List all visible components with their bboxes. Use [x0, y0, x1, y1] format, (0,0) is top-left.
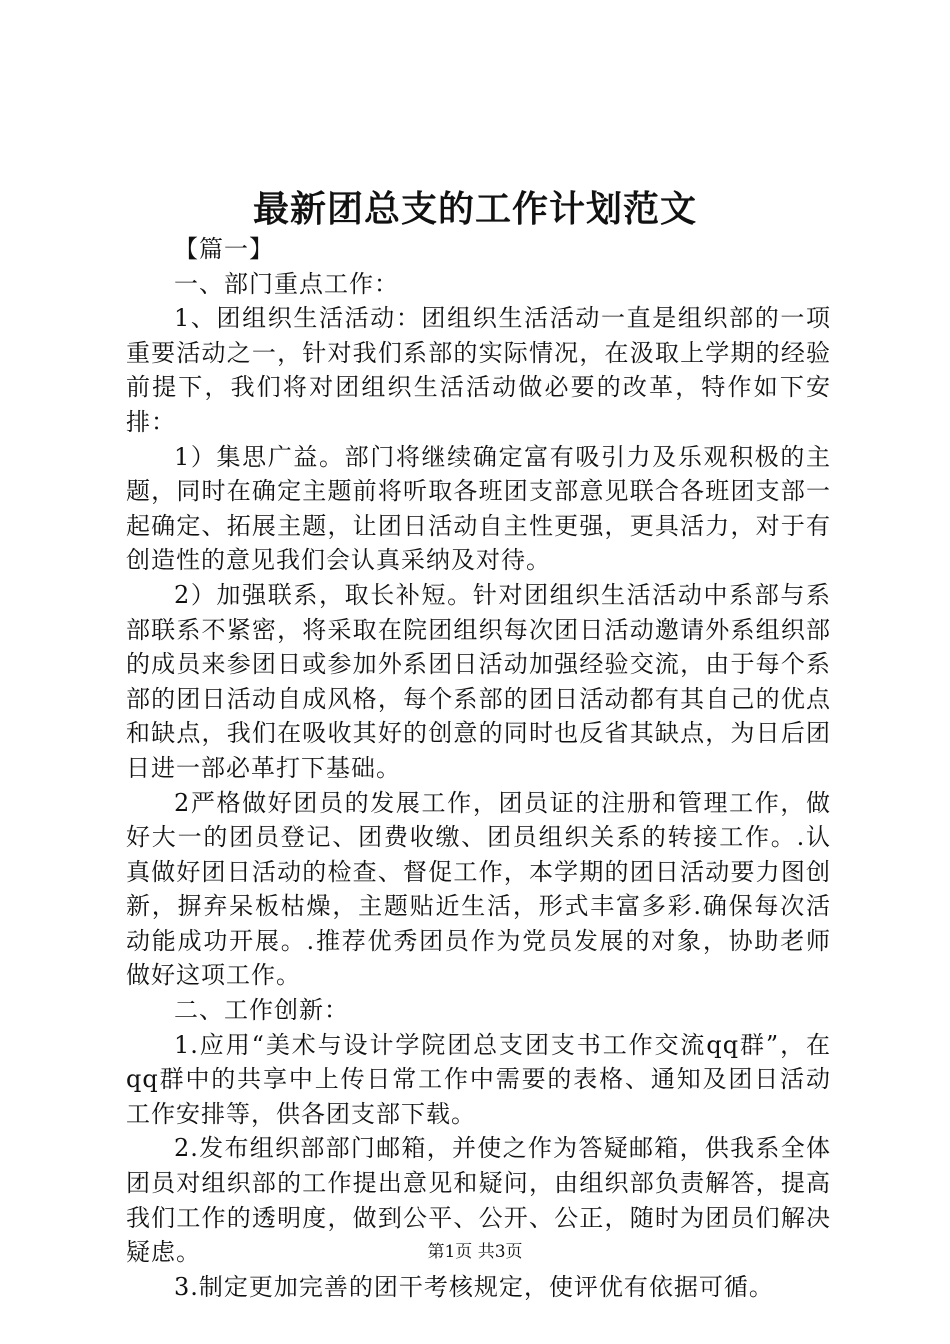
section-heading-part-one: 【篇一】	[174, 235, 274, 263]
paragraph-qq-group: 1.应用“美术与设计学院团总支团支书工作交流qq群”，在qq群中的共享中上传日常工作中需要的表格、通知及团日活动工作安排等，供各团支部下载。	[126, 1030, 831, 1128]
paragraph-member-development: 2严格做好团员的发展工作，团员证的注册和管理工作，做好大一的团员登记、团费收缴、团员组织关系的转接工作。.认真做好团日活动的检查、督促工作，本学期的团日活动要力图创新，摒弃呆板枯燥，主题贴近生活，形式丰富多彩.确保每次活动能成功开展。.推荐优秀团员作为党员发展的对象，协助老师做好这项工作。	[126, 788, 831, 990]
section-heading-innovation: 二、工作创新：	[174, 996, 349, 1025]
document-body	[126, 232, 831, 1304]
paragraph-group-activity: 1、团组织生活活动：团组织生活活动一直是组织部的一项重要活动之一，针对我们系部的实际情况，在汲取上学期的经验前提下，我们将对团组织生活活动做必要的改革，特作如下安排：	[126, 304, 831, 436]
paragraph-assessment: 3.制定更加完善的团干考核规定，使评优有依据可循。	[174, 1272, 774, 1301]
paragraph-strengthen-contact: 2）加强联系，取长补短。针对团组织生活活动中系部与系部联系不紧密，将采取在院团组织每次团日活动邀请外系组织部的成员来参团日或参加外系团日活动加强经验交流，由于每个系部的团日活动自成风格，每个系部的团日活动都有其自己的优点和缺点，我们在吸收其好的创意的同时也反省其缺点，为日后团日进一部必革打下基础。	[126, 580, 831, 782]
section-heading-key-work: 一、部门重点工作：	[174, 269, 399, 298]
paragraph-brainstorm: 1）集思广益。部门将继续确定富有吸引力及乐观积极的主题，同时在确定主题前将听取各班团支部意见联合各班团支部一起确定、拓展主题，让团日活动自主性更强，更具活力，对于有创造性的意见我们会认真采纳及对待。	[126, 442, 831, 575]
page-footer: 第1页 共3页	[427, 1242, 523, 1262]
paragraph-mailbox: 2.发布组织部部门邮箱，并使之作为答疑邮箱，供我系全体团员对组织部的工作提出意见和疑问，由组织部负责解答，提高我们工作的透明度，做到公平、公开、公正，随时为团员们解决疑虑。	[126, 1134, 831, 1267]
document-title: 最新团总支的工作计划范文	[252, 188, 697, 230]
